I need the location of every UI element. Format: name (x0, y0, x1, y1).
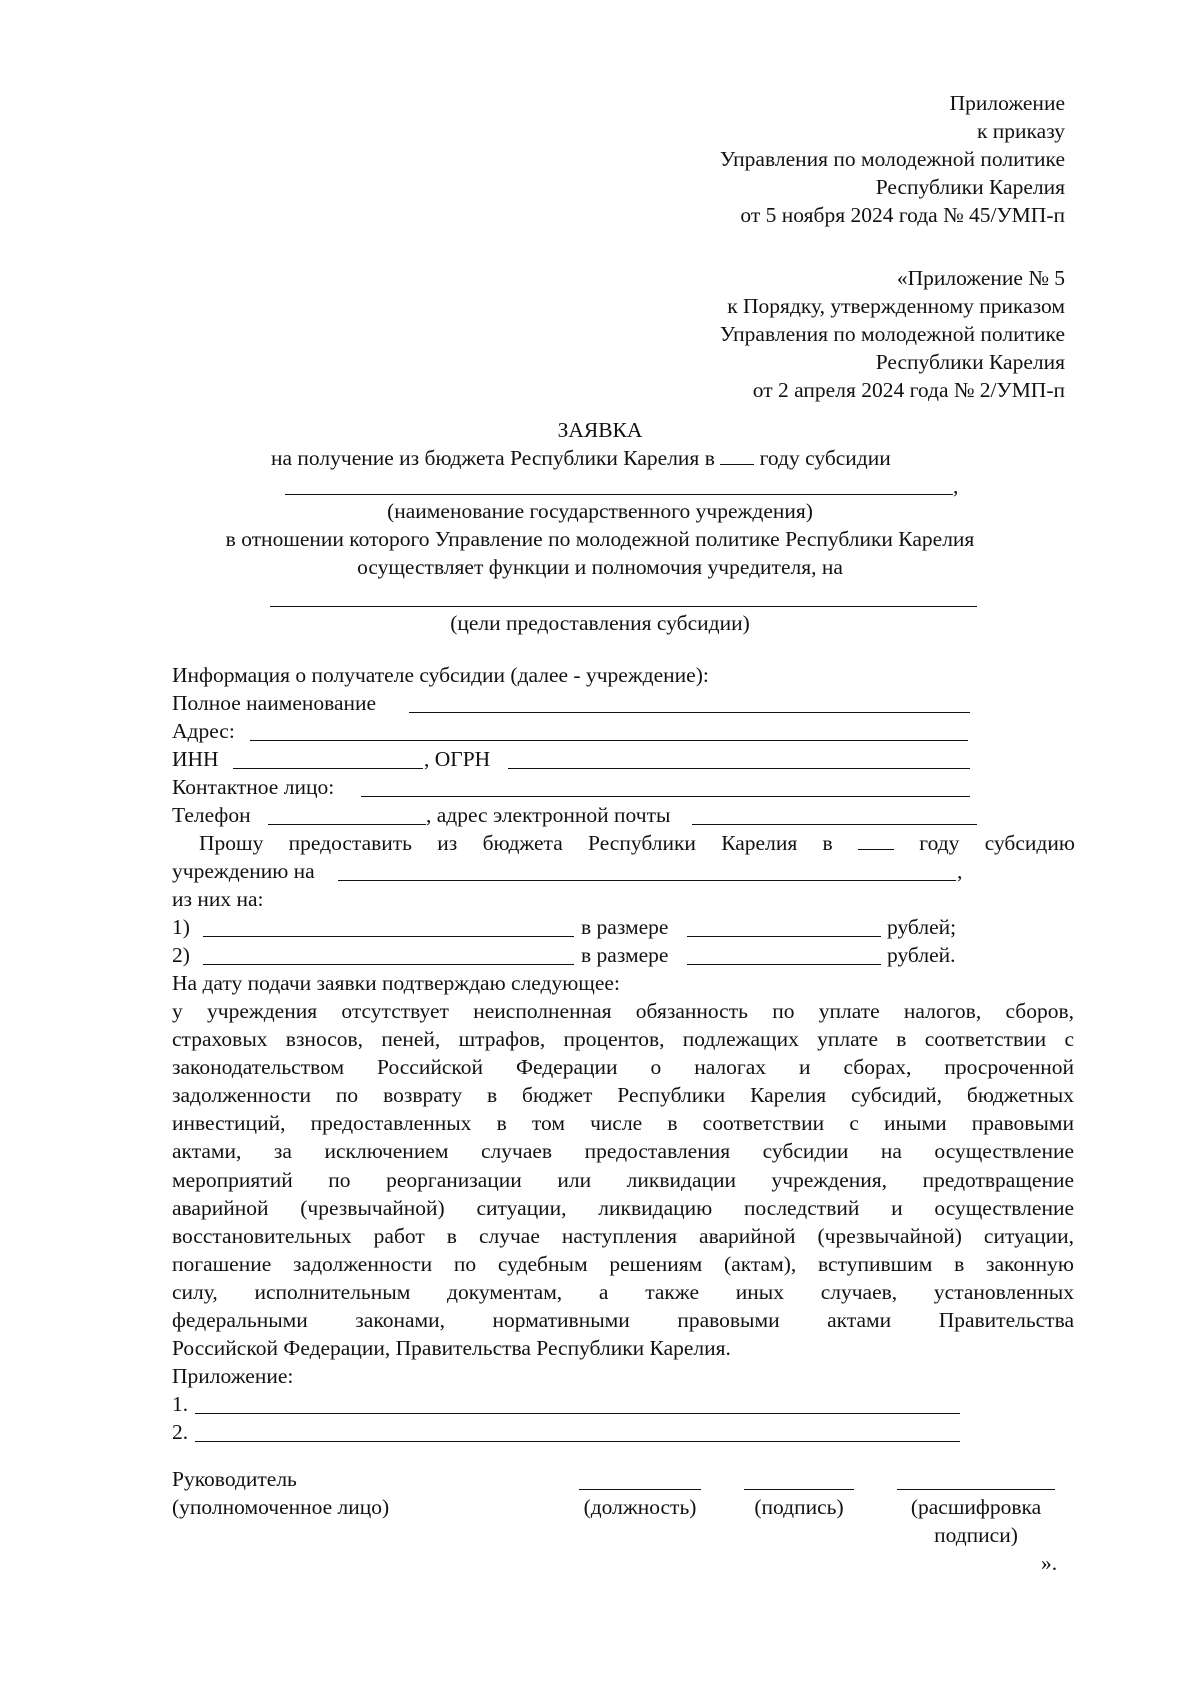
address-field[interactable] (250, 740, 968, 741)
position-field[interactable] (579, 1489, 701, 1490)
header-line: от 5 ноября 2024 года № 45/УМП-п (740, 203, 1065, 227)
procedure-appendix-header (720, 264, 1065, 404)
request-word: бюджета (482, 831, 563, 855)
attachment-1-num: 1. (172, 1392, 189, 1416)
inn-label: ИНН (172, 747, 219, 771)
caption-institution: (наименование государственного учреждения) (387, 499, 813, 523)
request-word: Прошу (199, 831, 264, 855)
decode-caption-2: подписи) (934, 1523, 1018, 1547)
header-line: к Порядку, утвержденному приказом (727, 294, 1065, 318)
confirm-line: Российской Федерации, Правительства Республики Карелия. (172, 1336, 731, 1361)
header-line: от 2 апреля 2024 года № 2/УМП-п (752, 378, 1065, 402)
request-comma: , (957, 859, 963, 883)
contact-field[interactable] (361, 796, 970, 797)
institution-comma: , (953, 474, 959, 498)
confirm-line: законодательством Российской Федерации о налогах и сборах, просроченной (172, 1055, 1074, 1080)
caption-purpose: (цели предоставления субсидии) (450, 611, 750, 635)
confirm-line: федеральными законами, нормативными правовыми актами Правительства (172, 1308, 1074, 1333)
ogrn-label: , ОГРН (424, 747, 491, 771)
confirm-line: восстановительных работ в случае наступления аварийной (чрезвычайной) ситуации, (172, 1223, 1074, 1248)
title-text: на получение из бюджета Республики Карелия в (271, 446, 715, 470)
attachment-1-field[interactable] (195, 1413, 960, 1414)
header-line: Управления по молодежной политике (719, 322, 1065, 346)
header-line: Республики Карелия (875, 350, 1065, 374)
header-line: Приложение (949, 91, 1065, 115)
contact-label: Контактное лицо: (172, 775, 335, 799)
request-line-3: из них на: (172, 887, 264, 911)
address-row (172, 717, 235, 745)
sign-field[interactable] (744, 1489, 854, 1490)
signatory-subtitle: (уполномоченное лицо) (172, 1495, 390, 1519)
attachment-2-num: 2. (172, 1420, 189, 1444)
attachment-2-field[interactable] (195, 1441, 960, 1442)
confirm-line: инвестиций, предоставленных в том числе в соответствии с иными правовыми (172, 1111, 1074, 1136)
info-heading: Информация о получателе субсидии (далее - учреждение): (172, 663, 709, 687)
item2-amount-field[interactable] (687, 964, 881, 965)
full-name-label: Полное наименование (172, 691, 377, 715)
phone-field[interactable] (268, 824, 426, 825)
contact-row (172, 773, 334, 801)
item2-purpose-field[interactable] (203, 964, 574, 965)
address-label: Адрес: (172, 719, 235, 743)
title-line-relation: в отношении которого Управление по молодежной политике Республики Карелия (225, 527, 975, 551)
email-label: , адрес электронной почты (426, 803, 671, 827)
item2-rubles: рублей. (887, 943, 956, 967)
title-line-functions: осуществляет функции и полномочия учредителя, на (357, 555, 843, 579)
year-blank (720, 444, 754, 465)
header-line: «Приложение № 5 (896, 266, 1065, 290)
signatory-title: Руководитель (172, 1467, 297, 1491)
full-name-field[interactable] (409, 712, 970, 713)
request-line-2: учреждению на (172, 859, 315, 883)
ogrn-field[interactable] (508, 768, 970, 769)
request-word: в (822, 831, 833, 855)
phone-label: Телефон (172, 803, 251, 827)
inn-field[interactable] (233, 768, 423, 769)
request-word: предоставить (288, 831, 412, 855)
item1-rubles: рублей; (887, 915, 957, 939)
inn-ogrn-row (172, 745, 219, 773)
full-name-row (172, 689, 376, 717)
order-appendix-header (720, 89, 1065, 229)
document-title: ЗАЯВКА (557, 418, 643, 442)
item2-amount-label: в размере (581, 943, 669, 967)
confirm-paragraph (172, 997, 1074, 1362)
title-text: году субсидии (759, 446, 891, 470)
email-field[interactable] (692, 824, 977, 825)
header-line: Республики Карелия (875, 175, 1065, 199)
request-word: году (919, 831, 960, 855)
item1-amount-label: в размере (581, 915, 669, 939)
header-line: к приказу (976, 119, 1065, 143)
confirm-line: страховых взносов, пеней, штрафов, процентов, подлежащих уплате в соответствии с (172, 1027, 1074, 1052)
decode-caption-1: (расшифровка (910, 1495, 1042, 1519)
item1-amount-field[interactable] (687, 936, 881, 937)
position-caption: (должность) (583, 1495, 697, 1519)
request-word: субсидию (984, 831, 1075, 855)
request-line-1 (199, 829, 1075, 857)
attachments-heading: Приложение: (172, 1364, 294, 1388)
decode-field[interactable] (897, 1489, 1055, 1490)
item2-num: 2) (172, 943, 190, 967)
closing-quote: ». (1041, 1551, 1058, 1575)
item1-num: 1) (172, 915, 190, 939)
confirm-line: актами, за исключением случаев предоставления субсидии на осуществление (172, 1139, 1074, 1164)
confirm-heading: На дату подачи заявки подтверждаю следующее: (172, 971, 620, 995)
purpose-line (270, 606, 977, 607)
request-year-blank[interactable] (858, 829, 894, 850)
confirm-line: мероприятий по реорганизации или ликвидации учреждения, предотвращение (172, 1167, 1074, 1192)
confirm-line: аварийной (чрезвычайной) ситуации, ликвидацию последствий и осуществление (172, 1195, 1074, 1220)
institution-name-line (285, 494, 953, 495)
item1-purpose-field[interactable] (203, 936, 574, 937)
request-word: Республики (588, 831, 696, 855)
request-word: Карелия (721, 831, 798, 855)
request-word: из (437, 831, 458, 855)
confirm-line: у учреждения отсутствует неисполненная обязанность по уплате налогов, сборов, (172, 999, 1074, 1023)
header-line: Управления по молодежной политике (719, 147, 1065, 171)
request-purpose-field[interactable] (338, 880, 956, 881)
confirm-line: задолженности по возврату в бюджет Республики Карелия субсидий, бюджетных (172, 1083, 1074, 1108)
confirm-line: силу, исполнительным документам, а также иных случаев, установленных (172, 1279, 1074, 1304)
sign-caption: (подпись) (754, 1495, 844, 1519)
confirm-line: погашение задолженности по судебным решениям (актам), вступившим в законную (172, 1251, 1074, 1276)
title-line-subsidy (271, 444, 891, 472)
